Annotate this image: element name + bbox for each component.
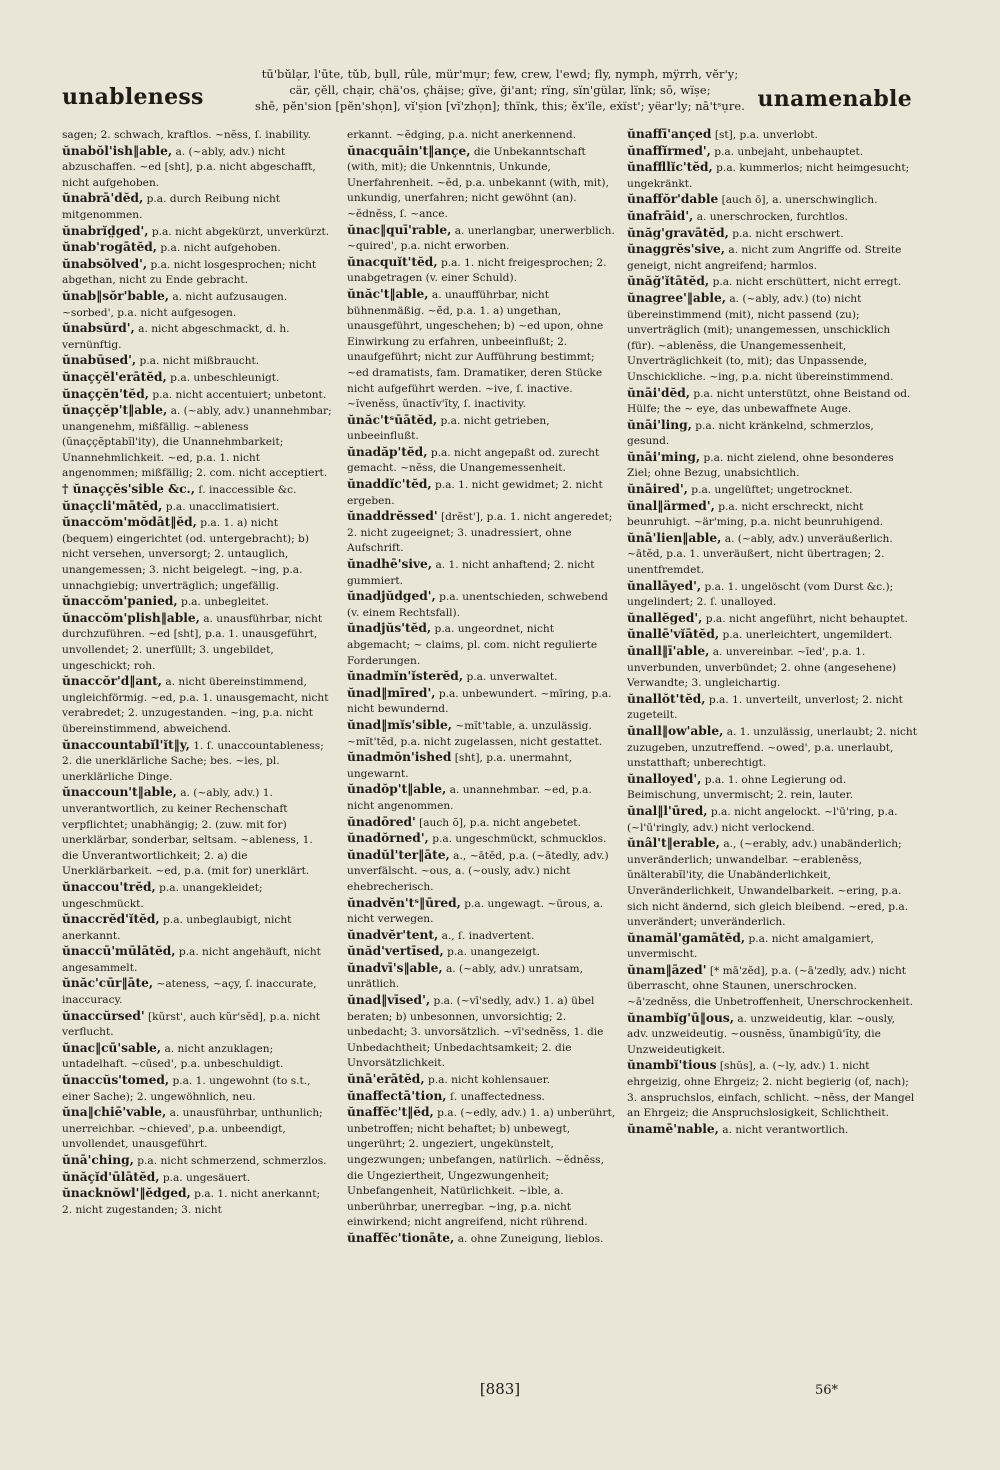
entry-headword: ŭnallē'vĭātĕd, <box>627 627 720 642</box>
dictionary-entry <box>62 482 332 499</box>
entry-headword: ŭnambĭg'ū‖ous, <box>627 1010 734 1025</box>
entry-definition: p.a. unerleichtert, ungemildert. <box>722 629 893 642</box>
entry-definition: a., ſ. inadvertent. <box>441 929 535 942</box>
entry-definition: p.a. nicht angehäuft, nicht angesammelt. <box>62 946 321 974</box>
dictionary-entry <box>62 144 332 192</box>
dictionary-entry <box>627 242 917 274</box>
dictionary-entry <box>347 287 617 413</box>
entry-definition: p.a. nicht kränkelnd, schmerzlos, gesund. <box>627 419 874 448</box>
entry-definition: p.a. 1. ungelöscht (vom Durst &c.); ungelindert; 2. ſ. unalloyed. <box>627 580 894 609</box>
entry-definition: p.a. nicht angeführt, nicht behauptet. <box>705 612 908 625</box>
entry-headword: ŭnambĭ'tious <box>627 1058 717 1073</box>
dictionary-entry <box>627 226 917 243</box>
entry-headword: ŭnaccŏr'd‖ant, <box>62 674 162 689</box>
dictionary-entry <box>627 291 917 386</box>
dictionary-entry <box>62 944 332 976</box>
entry-definition: p.a. nicht schmerzend, schmerzlos. <box>137 1155 327 1167</box>
entry-definition: p.a. ungewagt. ~ūrous, a. nicht verwegen. <box>347 897 604 926</box>
dictionary-entry <box>62 387 332 404</box>
dictionary-entry <box>62 1186 332 1218</box>
entry-definition: p.a. nicht mißbraucht. <box>139 355 260 368</box>
entry-headword: ŭnabrĭd̤ged', <box>62 223 149 238</box>
header-left-catchword: unableness <box>62 84 204 110</box>
dictionary-entry <box>347 686 617 718</box>
dictionary-entry <box>627 611 917 628</box>
entry-headword: ŭnadŏrned', <box>347 831 429 846</box>
entry-definition: p.a. nicht erschreckt, nicht beunruhigt. ~är'ming, p.a. nicht beunruhigend. <box>627 500 884 529</box>
entry-definition: p.a. nicht abgekürzt, unverkürzt. <box>151 225 330 238</box>
entry-headword: ŭnadvī's‖able, <box>347 960 443 975</box>
entry-definition: [sht], p.a. unermahnt, ungewarnt. <box>347 752 573 780</box>
entry-headword: ŭnabsŭrd', <box>62 321 135 336</box>
entry-headword: ŭnadmĭn'ĭsterĕd, <box>347 669 464 684</box>
entry-definition: p.a. 1. nicht gewidmet; 2. nicht ergeben. <box>347 479 603 507</box>
entry-headword: ŭnaccrĕd'ĭtĕd, <box>62 912 160 927</box>
entry-headword: ŭnāi'ming, <box>627 449 701 464</box>
entry-headword: ŭnā'erātĕd, <box>347 1072 425 1087</box>
entry-definition: p.a. 1. nicht freigesprochen; 2. unabgetragen (v. einer Schuld). <box>347 256 607 285</box>
dictionary-entry <box>627 1011 917 1059</box>
dictionary-entry <box>347 928 617 945</box>
dictionary-entry <box>62 515 332 594</box>
dictionary-entry <box>347 509 617 557</box>
entry-headword: ŭnallĕged', <box>627 610 703 625</box>
dictionary-entry <box>627 499 917 531</box>
dictionary-entry <box>347 477 617 509</box>
entry-headword: ŭnaccŭrsed' <box>62 1008 145 1023</box>
dictionary-entry <box>627 127 917 144</box>
entry-definition: a. (~ably, adv.) nicht abzuschaffen. ~ed [sht], p.a. nicht abgeschafft, nicht aufgehoben. <box>62 145 316 189</box>
entry-definition: p.a. nicht erschwert. <box>732 227 844 240</box>
dictionary-entry <box>62 1170 332 1187</box>
dictionary-entry <box>347 1072 617 1089</box>
entry-definition: p.a. (~edly, adv.) 1. a) unberührt, unbetroffen; nicht behaftet; b) unbewegt, ungerührt; 2. ungeziert, ungekünstelt, ungezwungen; unbefangen, natürlich. ~ĕdnĕss, die Ungeziertheit, Ungezwungenheit; Unbefangenheit, Natürlichkeit. ~ible, a. unberührbar, unerregbar. ~ing, p.a. nicht einwirkend; nicht angreifend, nicht rührend. <box>347 1107 616 1229</box>
dictionary-entry <box>627 482 917 499</box>
entry-headword: ŭnaccou'trĕd, <box>62 879 156 894</box>
entry-headword: ŭnalloyed', <box>627 771 702 786</box>
entry-headword: ŭnaccountabĭl'ĭt‖y, <box>62 737 190 752</box>
entry-definition: p.a. 1. ohne Legierung od. Beimischung, unvermischt; 2. rein, lauter. <box>627 773 854 802</box>
entry-headword: ŭnamē'nable, <box>627 1121 719 1136</box>
entry-headword: ŭnaccŏm'plish‖able, <box>62 610 200 625</box>
entry-definition: p.a. unentschieden, schwebend (v. einem Rechtsfall). <box>347 591 608 619</box>
entry-definition: p.a. nicht angelockt. ~l'ū'ring, p.a. (~l'ū'ringly, adv.) nicht verlockend. <box>627 805 898 834</box>
entry-headword: ŭnadvĕn'tˢ‖ūred, <box>347 895 461 910</box>
entry-headword: ŭnac‖quī'rable, <box>347 222 452 237</box>
entry-definition: a. 1. unzulässig, unerlaubt; 2. nicht zuzugeben, unzutreffend. ~owed', p.a. unerlaubt, unstatthaft; unberechtigt. <box>627 725 917 770</box>
entry-definition: [* mā'zĕd], p.a. (~ā'zedly, adv.) nicht überrascht, ohne Staunen, unerschrocken. ~ā'zednĕss, die Unbetroffenheit, Unerschrockenheit. <box>627 964 914 1009</box>
entry-headword: ŭnaccoun't‖able, <box>62 785 177 800</box>
entry-definition: a. unerlangbar, unerwerblich. ~quired', p.a. nicht erworben. <box>347 224 615 253</box>
entry-definition: a. nicht anzuklagen; untadelhaft. ~cūsed', p.a. unbeschuldigt. <box>62 1042 284 1071</box>
entry-definition: 1. ſ. unaccountableness; 2. die unerklärliche Sache; bes. ~ies, pl. unerklärliche Dinge. <box>62 739 324 783</box>
column-3 <box>627 127 917 1138</box>
entry-headword: ŭnaffectā'tion, <box>347 1088 447 1103</box>
entry-definition: p.a. nicht angepaßt od. zurecht gemacht. ~nĕss, die Unangemessenheit. <box>347 446 600 475</box>
entry-headword: ŭnăc'tˢūātĕd, <box>347 412 438 427</box>
entry-headword: ŭnadŏp't‖able, <box>347 782 447 797</box>
dictionary-entry <box>347 831 617 848</box>
entry-definition: a. unausführbar, nicht durchzuführen. ~ed [sht], p.a. 1. unausgeführt, unvollendet; 2. unerfüllt; 3. ungebildet, ungeschickt; roh. <box>62 612 323 672</box>
entry-definition: p.a. nicht aufgehoben. <box>160 242 281 255</box>
dictionary-entry <box>627 1122 917 1139</box>
entry-headword: ŭnall‖ī'able, <box>627 644 710 658</box>
dictionary-entry <box>62 127 332 144</box>
dictionary-entry <box>627 418 917 450</box>
dictionary-entry <box>347 255 617 287</box>
entry-definition: ſ. unaffectedness. <box>449 1090 545 1103</box>
entry-definition: p.a. unbeglaubigt, nicht anerkannt. <box>62 914 292 942</box>
dictionary-entry <box>627 692 917 724</box>
dictionary-entry <box>627 931 917 963</box>
entry-headword: ŭnadmŏn'ished <box>347 750 452 765</box>
dictionary-entry <box>627 836 917 931</box>
entry-definition: p.a. 1. nicht anerkannt; 2. nicht zugestanden; 3. nicht <box>62 1188 321 1216</box>
dictionary-entry <box>627 386 917 418</box>
dictionary-entry <box>62 594 332 611</box>
entry-definition: p.a. kummerlos; nicht heimgesucht; ungekränkt. <box>627 162 910 190</box>
entry-headword: ŭnā'lien‖able, <box>627 530 722 545</box>
entry-headword: ŭnaggrĕs'sive, <box>627 242 725 257</box>
dictionary-entry <box>347 223 617 255</box>
dictionary-entry <box>347 848 617 896</box>
entry-definition: p.a. unbejaht, unbehauptet. <box>714 145 864 158</box>
entry-definition: [kŭrst', auch kŭr'sĕd], p.a. nicht verflucht. <box>62 1010 321 1039</box>
dictionary-entry <box>347 589 617 621</box>
entry-headword: ŭnadjŭdged', <box>347 589 436 604</box>
entry-definition: ~mĭt'table, a. unzulässig. ~mĭt'tĕd, p.a. nicht zugelassen, nicht gestattet. <box>347 719 603 748</box>
dictionary-entry <box>62 321 332 353</box>
entry-headword: ŭnac‖cū'sable, <box>62 1040 162 1055</box>
dictionary-entry <box>627 160 917 192</box>
entry-headword: ŭnafrāid', <box>627 208 694 223</box>
dictionary-entry <box>347 944 617 961</box>
entry-headword: ŭnadŭl'ter‖āte, <box>347 847 450 862</box>
entry-headword: ŭnāired', <box>627 482 688 497</box>
entry-headword: ŭnall‖ow'able, <box>627 723 724 738</box>
entry-headword: ŭnabrā'dĕd, <box>62 191 144 206</box>
dictionary-entry <box>627 209 917 226</box>
entry-headword: ŭnacknŏwl'‖ĕdged, <box>62 1186 191 1201</box>
entry-definition: a. (~ably, adv.) unveräußerlich. ~ātĕd, p.a. 1. unveräußert, nicht übertragen; 2. unentfremdet. <box>627 532 893 577</box>
entry-definition: p.a. unbegleitet. <box>181 596 269 609</box>
dictionary-entry <box>347 557 617 589</box>
entry-definition: p.a. unbeschleunigt. <box>170 371 280 384</box>
entry-headword: ŭnacquāin't‖ançe, <box>347 143 471 158</box>
entry-headword: ŭnăd'vertīsed, <box>347 944 444 959</box>
entry-headword: ŭnaffĭrmed', <box>627 143 711 158</box>
dictionary-entry <box>62 289 332 321</box>
entry-headword: ŭnaffĕc'tionāte, <box>347 1230 455 1245</box>
entry-definition: ~ateness, ~açy, ſ. inaccurate, inaccuracy. <box>62 978 317 1007</box>
dictionary-entry <box>347 993 617 1072</box>
entry-headword: ŭnaçcli'mātĕd, <box>62 498 163 513</box>
dictionary-entry <box>62 1009 332 1041</box>
entry-headword: ŭnăçĭd'ūlātĕd, <box>62 1169 160 1184</box>
column-2 <box>347 127 617 1248</box>
entry-headword: ŭnaffī'ançed <box>627 127 712 141</box>
entry-definition: [auch ō], a. unerschwinglich. <box>721 194 878 207</box>
entry-definition: p.a. nicht amalgamiert, unvermischt. <box>627 932 874 961</box>
entry-headword: ŭnăc'cūr‖āte, <box>62 976 154 991</box>
entry-headword: ŭnāi'dĕd, <box>627 385 691 400</box>
entry-definition: [auch ŏ], p.a. nicht angebetet. <box>419 816 581 829</box>
dictionary-entry <box>62 191 332 223</box>
dictionary-entry <box>347 782 617 814</box>
entry-definition: p.a. 1. ungewohnt (to s.t., einer Sache); 2. ungewöhnlich, neu. <box>62 1075 311 1103</box>
dictionary-entry <box>347 1105 617 1231</box>
dictionary-entry <box>627 724 917 772</box>
dictionary-entry <box>627 531 917 579</box>
dictionary-entry <box>627 963 917 1011</box>
entry-headword: ŭnăg'gravātĕd, <box>627 225 729 240</box>
entry-definition: [drĕst'], p.a. 1. nicht angeredet; 2. nicht zugeeignet; 3. unadressiert, ohne Aufschrift. <box>347 511 613 555</box>
entry-headword: ŭnadvĕr'tent, <box>347 927 439 942</box>
dictionary-entry <box>347 815 617 832</box>
entry-headword: ŭnaccū'mūlātĕd, <box>62 944 176 959</box>
dictionary-entry <box>627 274 917 291</box>
entry-definition: a. (~ably, adv.) 1. unverantwortlich, zu keiner Rechenschaft verpflichtet; unabhängig; 2. (zuw. mit for) unerklärbar, sonderbar, seltsam. ~ableness, 1. die Unverantwortlichkeit; 2. a) die Unerklärbarkeit. ~ed, p.a. (mit for) unerklärt. <box>62 787 313 878</box>
dictionary-entry <box>347 1231 617 1248</box>
entry-headword: ŭnāi'ling, <box>627 417 692 432</box>
entry-definition: [shŭs], a. (~ly, adv.) 1. nicht ehrgeizig, ohne Ehrgeiz; 2. nicht begierig (of, nach); 3. anspruchslos, einfach, schlicht. ~nĕss, der Mangel an Ehrgeiz; die Anspruchslosigkeit, Schlichtheit. <box>627 1060 915 1120</box>
entry-definition: p.a. ungeschmückt, schmucklos. <box>432 833 607 846</box>
dictionary-entry <box>627 644 917 692</box>
entry-headword: ŭnabsŏlved', <box>62 256 148 271</box>
entry-definition: a. nicht abgeschmackt, d. h. vernünftig. <box>62 323 290 351</box>
entry-definition: p.a. ungelüftet; ungetrocknet. <box>691 484 853 497</box>
entry-headword: ŭnab'rogātĕd, <box>62 240 157 255</box>
entry-definition: a. unvereinbar. ~īed', p.a. 1. unverbunden, unverbündet; 2. ohne (angesehene) Verwandte; 3. ungleichartig. <box>627 646 897 690</box>
entry-definition: a. nicht übereinstimmend, ungleichförmig. ~ed, p.a. 1. unausgemacht, nicht verabredet; 2. unzugestanden. ~ing, p.a. nicht übereinstimmend, abweichend. <box>62 676 329 735</box>
entry-headword: ŭnaççĕn'tĕd, <box>62 386 149 401</box>
entry-headword: ŭnaddrĕssed' <box>347 509 438 524</box>
entry-definition: erkannt. ~ĕdging, p.a. nicht anerkennend. <box>347 129 576 141</box>
entry-definition: p.a. ungesäuert. <box>162 1171 251 1184</box>
dictionary-entry <box>62 1073 332 1105</box>
entry-headword: ŭnaççĕp't‖able, <box>62 403 168 418</box>
entry-headword: ŭnadōred' <box>347 814 416 829</box>
entry-headword: ŭnad‖mīred', <box>347 685 436 700</box>
entry-headword: ŭnallŏt'tĕd, <box>627 691 706 706</box>
dictionary-entry <box>347 669 617 686</box>
entry-definition: a., (~erably, adv.) unabänderlich; unveränderlich; unwandelbar. ~erablenĕss, ŭnälterabĭl'ity, die Unabänderlichkeit, Unveränderlichkeit, Unwandelbarkeit. ~ering, p.a. sich nicht ändernd, sich gleich bleibend. ~ered, p.a. unverändert; unveränderlich. <box>627 838 909 929</box>
entry-headword: ŭnăc't‖able, <box>347 286 429 301</box>
dictionary-entry <box>62 224 332 241</box>
entry-definition: a. (~ably, adv.) unannehmbar; unangenehm, mißfällig. ~ableness (ŭnaççĕptabĭl'ity), die Unannehmbarkeit; Unannehmlichkeit. ~ed, p.a. 1. nicht angenommen; mißfällig; 2. com. nicht acceptiert. <box>62 405 332 480</box>
entry-definition: p.a. unverwaltet. <box>466 671 558 684</box>
entry-headword: † ŭnaççĕs'sible &c., <box>62 482 195 497</box>
entry-definition: a. (~ably, adv.) (to) nicht übereinstimmend (mit), nicht passend (zu); unverträglich (mit); unangemessen, unschicklich (für). ~ablenĕss, die Unangemessenheit, Unverträglichkeit (to, mit); das Unpassende, Unschickliche. ~ing, p.a. nicht übereinstimmend. <box>627 292 894 383</box>
entry-definition: p.a. unangezeigt. <box>447 946 540 959</box>
entry-definition: p.a. nicht zielend, ohne besonderes Ziel; ohne Bezug, unabsichtlich. <box>627 451 894 480</box>
entry-headword: ŭnadăp'tĕd, <box>347 444 428 459</box>
entry-definition: p.a. nicht erschüttert, nicht erregt. <box>712 276 902 289</box>
dictionary-entry <box>62 240 332 257</box>
entry-headword: ŭnabūsed', <box>62 353 137 368</box>
entry-headword: ŭnad‖vīsed', <box>347 993 431 1008</box>
dictionary-entry <box>627 144 917 161</box>
dictionary-entry <box>62 880 332 912</box>
entry-definition: a. unannehmbar. ~ed, p.a. nicht angenommen. <box>347 784 592 812</box>
entry-headword: ŭnaççĕl'erātĕd, <box>62 369 167 384</box>
entry-headword: ŭnaccŭs'tomed, <box>62 1073 170 1088</box>
entry-headword: ŭnaffĕc't‖ĕd, <box>347 1105 434 1120</box>
dictionary-entry <box>62 257 332 289</box>
entry-definition: sagen; 2. schwach, kraftlos. ~nĕss, ſ. inability. <box>62 129 311 141</box>
dictionary-entry <box>62 1153 332 1170</box>
dictionary-entry <box>347 961 617 993</box>
dictionary-entry <box>627 772 917 804</box>
entry-headword: ŭnaccŏm'mŏdāt‖ĕd, <box>62 515 197 530</box>
entry-definition: p.a. unacclimatisiert. <box>165 500 280 513</box>
entry-definition: [st], p.a. unverlobt. <box>714 129 818 141</box>
entry-definition: die Unbekanntschaft (with, mit); die Unkenntnis, Unkunde, Unerfahrenheit. ~ĕd, p.a. unbekannt (with, mit), unkundig, unerfahren; nicht gewöhnt (an). ~ĕdnĕss, ſ. ~ance. <box>347 145 609 220</box>
entry-headword: ŭnabŏl'ish‖able, <box>62 143 173 158</box>
entry-definition: ſ. inaccessible &c. <box>198 484 297 497</box>
entry-headword: ŭnaffŏr'dable <box>627 192 719 207</box>
entry-definition: p.a. unbewundert. ~mīring, p.a. nicht bewundernd. <box>347 687 612 716</box>
page-number: [883] <box>479 1380 521 1398</box>
entry-definition: a. unerschrocken, furchtlos. <box>696 210 848 223</box>
entry-definition: a. (~ably, adv.) unratsam, unrätlich. <box>347 962 583 991</box>
entry-definition: p.a. nicht unterstützt, ohne Beistand od. Hülfe; the ~ eye, das unbewaffnete Auge. <box>627 387 911 416</box>
entry-headword: ŭnab‖sŏr'bable, <box>62 288 169 303</box>
entry-headword: ŭnā'ching, <box>62 1153 134 1167</box>
entry-headword: ŭnaddĭc'tĕd, <box>347 477 432 492</box>
entry-headword: ŭnad‖mĭs'sible, <box>347 717 452 732</box>
dictionary-entry <box>347 445 617 477</box>
pronunciation-key <box>205 66 795 114</box>
entry-headword: ŭnâl't‖erable, <box>627 836 720 851</box>
entry-definition: p.a. ungeordnet, nicht abgemacht; ~ claims, pl. com. nicht regulierte Forderungen. <box>347 623 598 667</box>
dictionary-entry <box>347 127 617 144</box>
entry-definition: a. nicht verantwortlich. <box>722 1123 849 1136</box>
entry-headword: ŭnaccŏm'panied, <box>62 594 178 609</box>
dictionary-entry <box>62 353 332 370</box>
entry-headword: ŭnaffllĭc'tĕd, <box>627 160 713 175</box>
entry-headword: ŭnadhē'sive, <box>347 557 433 572</box>
pronunciation-key-line: tū'bŭlạr, l'ūte, tŭb, bụll, rûle, mür'mụr; few, crew, l'ewd; fly, nymph, mÿrrh, vĕr'y; <box>261 67 739 81</box>
dictionary-entry <box>62 912 332 944</box>
dictionary-entry <box>62 403 332 482</box>
dictionary-entry <box>627 1058 917 1121</box>
entry-headword: ŭnallāyed', <box>627 578 702 593</box>
entry-headword: ŭnamăl'gamātĕd, <box>627 930 746 945</box>
entry-headword: ŭnal‖l'ūred, <box>627 803 708 818</box>
entry-headword: ŭnagree'‖able, <box>627 290 726 305</box>
entry-definition: a. nicht aufzusaugen. ~sorbed', p.a. nicht aufgesogen. <box>62 290 288 319</box>
pronunciation-key-line: shē, pĕn'sion [pĕn'shọn], vĭ'ṣion [vĭ'zhọn]; thïnk, this; ĕx'ïle, eẋïst'; yëar'ly; nā'tˢụre. <box>255 99 745 113</box>
dictionary-entry <box>62 370 332 387</box>
entry-headword: ŭnadjŭs'tĕd, <box>347 621 432 636</box>
dictionary-entry <box>627 804 917 836</box>
entry-definition: p.a. 1. unverteilt, unverlost; 2. nicht zugeteilt. <box>627 693 903 722</box>
entry-headword: ŭna‖chiē'vable, <box>62 1105 167 1120</box>
entry-definition: a. 1. nicht anhaftend; 2. nicht gummiert. <box>347 559 595 587</box>
dictionary-entry <box>62 1041 332 1073</box>
dictionary-entry <box>62 785 332 880</box>
signature-mark: 56* <box>815 1383 839 1398</box>
dictionary-entry <box>62 611 332 674</box>
entry-headword: ŭnacquĭt'tĕd, <box>347 254 438 269</box>
dictionary-entry <box>347 718 617 750</box>
dictionary-entry <box>347 144 617 223</box>
dictionary-entry <box>627 450 917 482</box>
entry-headword: ŭnal‖ärmed', <box>627 498 715 513</box>
entry-definition: a. ohne Zuneigung, lieblos. <box>457 1232 604 1245</box>
entry-headword: ŭnam‖āzed' <box>627 962 707 977</box>
entry-definition: a. unausführbar, unthunlich; unerreichbar. ~chieved', p.a. unbeendigt, unvollendet, unausgeführt. <box>62 1107 323 1151</box>
entry-definition: p.a. (~vī'sedly, adv.) 1. a) übel beraten; b) unbesonnen, unvorsichtig; 2. unbedacht; 3. unvorsätzlich. ~vī'sednĕss, 1. die Unbedachtheit; Unbedachtsamkeit; 2. die Unvorsätzlichkeit. <box>347 995 604 1070</box>
entry-definition: p.a. nicht kohlensauer. <box>427 1074 550 1087</box>
pronunciation-key-line: cär, çĕll, chạir, chä'os, çhäịse; gïve, ği'ant; rïng, sïn'gülar, lïnk; sō, wïṣe; <box>289 83 711 97</box>
entry-definition: p.a. nicht accentuiert; unbetont. <box>152 388 327 401</box>
dictionary-entry <box>347 750 617 782</box>
dictionary-entry <box>627 627 917 644</box>
entry-definition: p.a. unangekleidet; ungeschmückt. <box>62 881 263 910</box>
entry-definition: a., ~ātĕd, p.a. (~ātedly, adv.) unverfälscht. ~ous, a. (~ously, adv.) nicht ehebrecherisch. <box>347 849 609 893</box>
dictionary-entry <box>62 674 332 737</box>
column-1 <box>62 127 332 1218</box>
entry-headword: ŭnăğ'ĭtātĕd, <box>627 274 710 289</box>
dictionary-entry <box>627 192 917 209</box>
entry-definition: p.a. durch Reibung nicht mitgenommen. <box>62 193 281 221</box>
entry-definition: a. nicht zum Angriffe od. Streite geneigt, nicht angreifend; harmlos. <box>627 244 902 272</box>
dictionary-entry <box>62 738 332 786</box>
dictionary-entry <box>627 579 917 611</box>
dictionary-entry <box>62 499 332 516</box>
dictionary-entry <box>347 1089 617 1106</box>
entry-definition: a. unzweideutig, klar. ~ously, adv. unzweideutig. ~ousnĕss, ŭnambigū'ĭty, die Unzweideutigkeit. <box>627 1012 895 1056</box>
entry-definition: p.a. nicht getrieben, unbeeinflußt. <box>347 414 550 443</box>
dictionary-entry <box>347 896 617 928</box>
header-right-catchword: unamenable <box>757 86 912 112</box>
dictionary-entry <box>62 1105 332 1153</box>
dictionary-entry <box>62 976 332 1008</box>
dictionary-entry <box>347 621 617 669</box>
dictionary-entry <box>347 413 617 445</box>
entry-definition: p.a. 1. a) nicht (bequem) eingerichtet (od. untergebracht); b) nicht versehen, unversorgt; 2. untauglich, unangemessen; 3. nicht beigelegt. ~ing, p.a. unnachgiebig; unverträglich; ungefällig. <box>62 517 309 592</box>
entry-definition: a. unaufführbar, nicht bühnenmäßig. ~ĕd, p.a. 1. a) ungethan, unausgeführt, ungeschehen; b) ~ed upon, ohne Einwirkung zu erfahren, unbeeinflußt; 2. unaufgeführt; nicht zur Aufführung bestimmt; ~ed dramatists, fam. Dramatiker, deren Stücke nicht aufgeführt werden. ~ive, ſ. inactive. ~ĭvenĕss, ŭnactĭv'ĭty, ſ. inactivity. <box>347 288 604 411</box>
entry-definition: p.a. nicht losgesprochen; nicht abgethan, nicht zu Ende gebracht. <box>62 258 317 287</box>
